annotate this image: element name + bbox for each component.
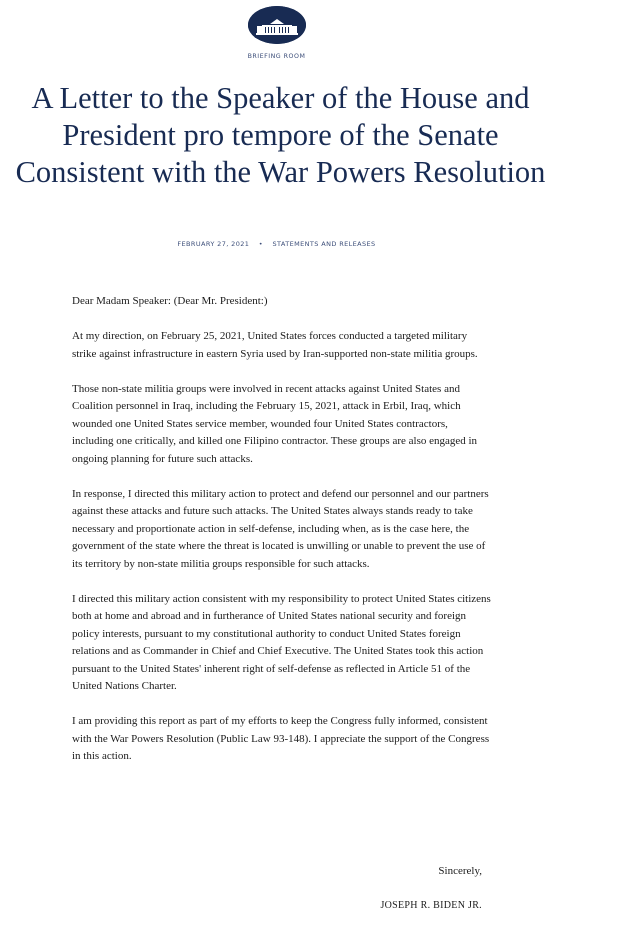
category-link[interactable]: STATEMENTS AND RELEASES — [272, 240, 376, 248]
letter-paragraph: I directed this military action consistent with my responsibility to protect United States citizens both at home and abroad and in furtherance of United States national security and foreign policy interests, pursuant to my constitutional authority to conduct United States foreign relations and as Commander in Chief and Chief Executive. The United States took this action pursuant to the United States' inherent right of self-defense as reflected in Article 51 of the United Nations Charter. — [72, 592, 491, 692]
article-date: FEBRUARY 27, 2021 — [177, 240, 250, 248]
letter-paragraph: In response, I directed this military action to protect and defend our personnel and our partners against these attacks and future such attacks. The United States always stands ready to take necessary and proportionate action in self-defense, including when, as is the case here, the government of the state where the threat is located is unwilling or unable to prevent the use of its territory by non-state militia groups responsible for such attacks. — [72, 487, 489, 570]
page-title: A Letter to the Speaker of the House and President pro tempore of the Senate Consistent with the War Powers Resolution — [15, 81, 546, 189]
letter-signature: JOSEPH R. BIDEN JR. — [380, 900, 482, 911]
white-house-icon[interactable] — [248, 6, 306, 44]
site-header — [0, 0, 630, 70]
letter-paragraph: Those non-state militia groups were involved in recent attacks against United States and Coalition personnel in Iraq, including the February 15, 2021, attack in Erbil, Iraq, which wounded one United States service member, wounded four United States contractors, including one critically, and killed one Filipino contractor. These groups are also engaged in ongoing planning for future such attacks. — [72, 382, 478, 465]
letter-body — [72, 293, 492, 783]
article-meta — [0, 240, 553, 248]
section-label[interactable]: BRIEFING ROOM — [247, 53, 306, 60]
letter-paragraph: I am providing this report as part of my efforts to keep the Congress fully informed, consistent with the War Powers Resolution (Public Law 93-148). I appreciate the support of the Congress in this action. — [72, 715, 490, 762]
letter-paragraph: At my direction, on February 25, 2021, United States forces conducted a targeted military strike against infrastructure in eastern Syria used by Iran-supported non-state militia groups. — [72, 330, 478, 360]
meta-separator: • — [258, 240, 264, 248]
letter-closing: Sincerely, — [438, 865, 482, 877]
salutation: Dear Madam Speaker: (Dear Mr. President:) — [72, 295, 268, 307]
